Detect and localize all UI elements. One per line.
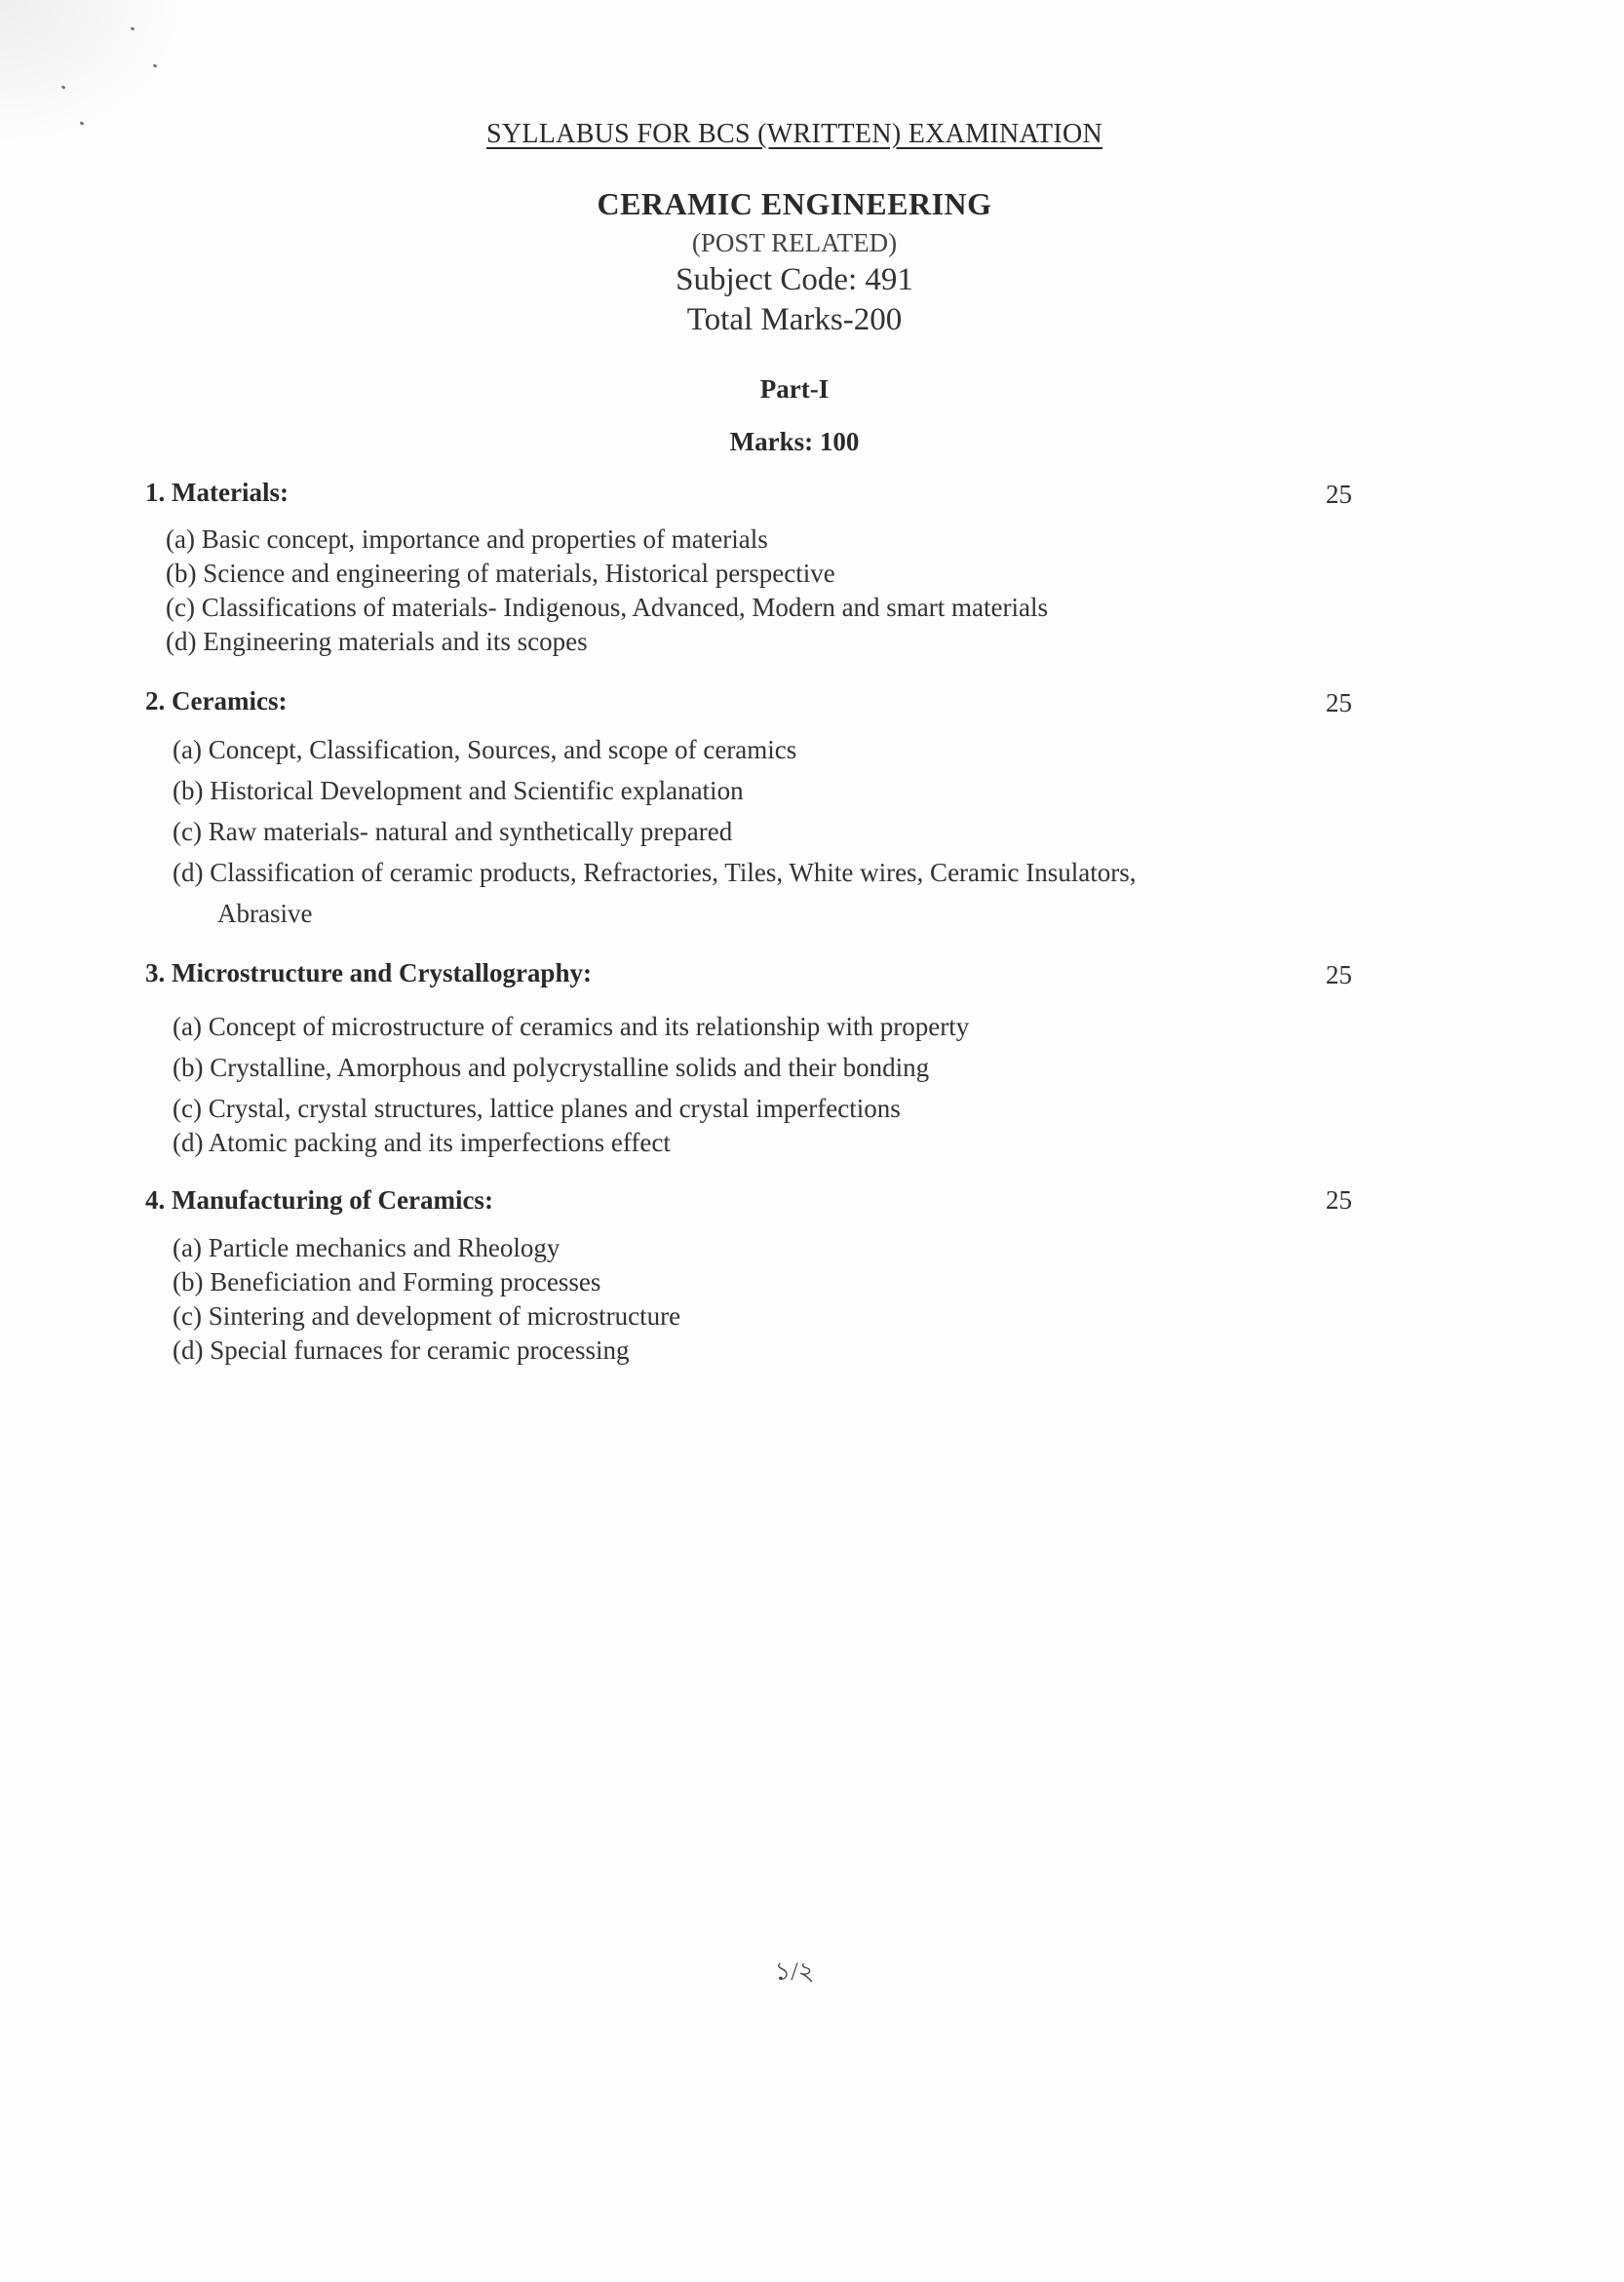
list-item: (a) Concept of microstructure of ceramics and its relationship with property <box>173 1012 970 1041</box>
part-marks: Marks: 100 <box>729 427 860 456</box>
part-label: Part-I <box>759 374 830 404</box>
list-item: (c) Raw materials- natural and synthetically prepared <box>173 817 733 846</box>
list-item-continuation: Abrasive <box>217 899 313 928</box>
list-item: (c) Sintering and development of microstructure <box>173 1301 681 1331</box>
list-item: (c) Crystal, crystal structures, lattice planes and crystal imperfections <box>173 1094 901 1123</box>
section-marks: 25 <box>1326 960 1352 989</box>
section-heading: 4. Manufacturing of Ceramics: <box>145 1185 493 1215</box>
total-marks: Total Marks-200 <box>686 302 903 337</box>
list-item: (a) Basic concept, importance and properties of materials <box>166 524 768 554</box>
section-marks: 25 <box>1326 688 1352 717</box>
section-heading: 3. Microstructure and Crystallography: <box>145 958 592 987</box>
section-heading: 1. Materials: <box>145 478 289 507</box>
list-item: (b) Beneficiation and Forming processes <box>173 1267 601 1296</box>
subject-title: CERAMIC ENGINEERING <box>597 186 992 221</box>
list-item: (c) Classifications of materials- Indigenous, Advanced, Modern and smart materials <box>166 593 1048 622</box>
section-marks: 25 <box>1326 1185 1352 1215</box>
section-heading: 2. Ceramics: <box>145 686 288 716</box>
page-number: ১/২ <box>774 1957 815 1986</box>
list-item: (a) Particle mechanics and Rheology <box>173 1233 561 1262</box>
subject-code: Subject Code: 491 <box>676 262 913 297</box>
list-item: (d) Engineering materials and its scopes <box>166 627 588 656</box>
list-item: (a) Concept, Classification, Sources, and scope of ceramics <box>173 735 797 764</box>
list-item: (b) Crystalline, Amorphous and polycrystalline solids and their bonding <box>173 1053 930 1082</box>
list-item: (d) Atomic packing and its imperfections effect <box>173 1128 671 1157</box>
list-item: (b) Historical Development and Scientific explanation <box>173 776 744 805</box>
list-item: (d) Classification of ceramic products, Refractories, Tiles, White wires, Ceramic Insulators, <box>173 858 1137 887</box>
list-item: (b) Science and engineering of materials, Historical perspective <box>166 559 835 588</box>
post-category: (POST RELATED) <box>691 228 898 257</box>
syllabus-title: SYLLABUS FOR BCS (WRITTEN) EXAMINATION <box>485 119 1103 149</box>
list-item: (d) Special furnaces for ceramic processing <box>173 1335 630 1365</box>
section-marks: 25 <box>1326 480 1352 509</box>
